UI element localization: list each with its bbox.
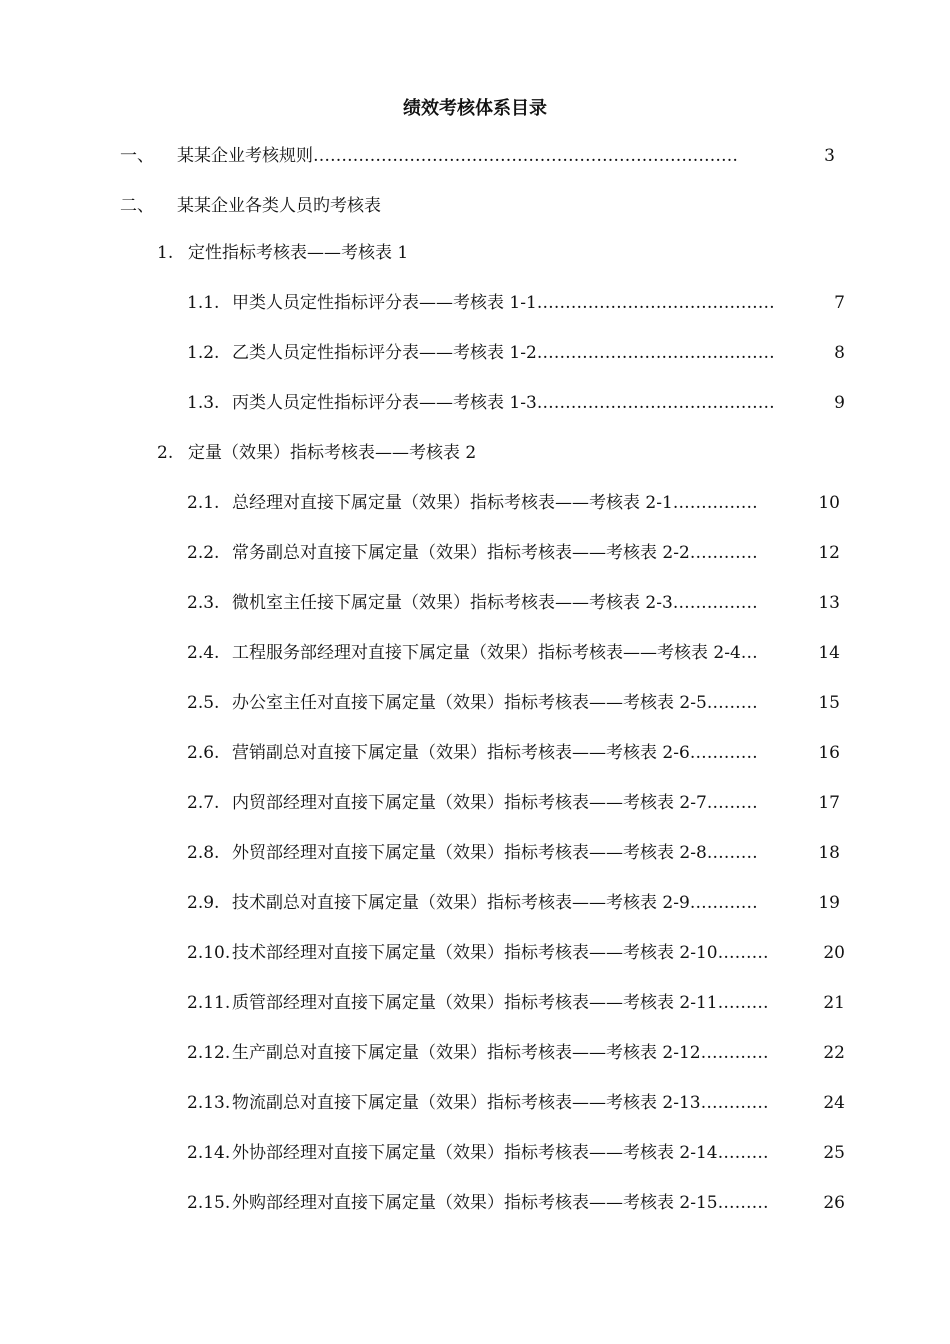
toc-entry-title (188, 440, 476, 466)
toc-entry-text: 微机室主任接下属定量（效果）指标考核表——考核表 2-3 (232, 593, 673, 613)
toc-entry-text: 外购部经理对直接下属定量（效果）指标考核表——考核表 2-15 (232, 1193, 718, 1213)
toc-entry-text: 外协部经理对直接下属定量（效果）指标考核表——考核表 2-14 (232, 1143, 718, 1163)
toc-entry[interactable] (187, 640, 840, 666)
toc-entry[interactable] (157, 240, 850, 266)
toc-entry-text: 技术部经理对直接下属定量（效果）指标考核表——考核表 2-10 (232, 943, 718, 963)
toc-page-number: 18 (818, 843, 840, 863)
toc-entry[interactable] (187, 790, 840, 816)
toc-page-number: 9 (834, 393, 845, 413)
toc-entry-text: 生产副总对直接下属定量（效果）指标考核表——考核表 2-12 (232, 1043, 701, 1063)
toc-title: 绩效考核体系目录 (403, 98, 547, 119)
toc-entry[interactable] (187, 840, 840, 866)
toc-dot-leader: ……… (717, 1143, 769, 1163)
toc-entry-number: 1.3. (187, 393, 220, 413)
toc-entry-text: 某某企业各类人员旳考核表 (177, 196, 381, 216)
toc-page-number: 3 (824, 146, 835, 166)
toc-entry-text: 物流副总对直接下属定量（效果）指标考核表——考核表 2-13 (232, 1093, 701, 1113)
toc-entry-title (232, 1190, 769, 1216)
toc-entry-title (177, 143, 738, 169)
toc-entry-number: 2.1. (187, 493, 220, 513)
toc-entry-title (232, 890, 758, 916)
toc-entry-title (232, 940, 769, 966)
toc-page-number: 8 (834, 343, 845, 363)
toc-dot-leader: ……… (717, 943, 769, 963)
toc-entry-number: 2.4. (187, 643, 220, 663)
toc-entry[interactable] (187, 690, 840, 716)
toc-entry[interactable] (187, 1140, 845, 1166)
toc-entry-title (232, 390, 775, 416)
toc-entry-text: 外贸部经理对直接下属定量（效果）指标考核表——考核表 2-8 (232, 843, 707, 863)
toc-entry[interactable] (187, 290, 845, 316)
toc-entry[interactable] (187, 390, 845, 416)
toc-dot-leader: ………… (700, 1043, 769, 1063)
toc-dot-leader: ……… (706, 693, 758, 713)
toc-entry-text: 总经理对直接下属定量（效果）指标考核表——考核表 2-1 (232, 493, 673, 513)
toc-entry[interactable] (187, 990, 845, 1016)
toc-page-number: 12 (818, 543, 840, 563)
toc-entry-text: 办公室主任对直接下属定量（效果）指标考核表——考核表 2-5 (232, 693, 707, 713)
toc-entry-title (232, 690, 758, 716)
toc-dot-leader: ……… (717, 993, 769, 1013)
toc-dot-leader: ……… (706, 843, 758, 863)
toc-entry-number: 1.1. (187, 293, 220, 313)
toc-entry[interactable] (187, 1040, 845, 1066)
toc-entry-number: 2.3. (187, 593, 220, 613)
toc-entry-text: 乙类人员定性指标评分表——考核表 1-2 (232, 343, 537, 363)
toc-dot-leader: ……… (717, 1193, 769, 1213)
toc-entry-title (232, 290, 775, 316)
toc-entry-number: 1. (157, 243, 174, 263)
toc-entry-number: 2.2. (187, 543, 220, 563)
toc-entry-title (232, 490, 758, 516)
toc-entry-text: 质管部经理对直接下属定量（效果）指标考核表——考核表 2-11 (232, 993, 718, 1013)
toc-entry-number: 2.15. (187, 1193, 231, 1213)
toc-entry[interactable] (120, 143, 835, 169)
toc-entry-number: 1.2. (187, 343, 220, 363)
toc-entry-title (232, 1040, 769, 1066)
toc-entry-number: 2.6. (187, 743, 220, 763)
toc-page-number: 10 (818, 493, 840, 513)
toc-page-number: 15 (818, 693, 840, 713)
toc-entry-title (232, 640, 758, 666)
toc-page-number: 17 (818, 793, 840, 813)
toc-entry-text: 定性指标考核表——考核表 1 (188, 243, 409, 263)
toc-entry-number: 一、 (120, 146, 154, 166)
toc-entry[interactable] (187, 890, 840, 916)
toc-entry-title (232, 840, 758, 866)
toc-dot-leader: …………………………………… (536, 343, 775, 363)
toc-page-number: 14 (818, 643, 840, 663)
toc-entry-title (177, 193, 381, 219)
toc-page-number: 19 (818, 893, 840, 913)
toc-entry-text: 技术副总对直接下属定量（效果）指标考核表——考核表 2-9 (232, 893, 690, 913)
toc-dot-leader: ……… (706, 793, 758, 813)
toc-entry-text: 丙类人员定性指标评分表——考核表 1-3 (232, 393, 537, 413)
toc-entry-number: 2.5. (187, 693, 220, 713)
toc-entry[interactable] (187, 940, 845, 966)
toc-page-number: 22 (823, 1043, 845, 1063)
toc-entry-text: 定量（效果）指标考核表——考核表 2 (188, 443, 477, 463)
toc-dot-leader: … (740, 643, 758, 663)
toc-page-number: 24 (823, 1093, 845, 1113)
toc-entry-title (232, 590, 758, 616)
toc-entry-text: 内贸部经理对直接下属定量（效果）指标考核表——考核表 2-7 (232, 793, 707, 813)
toc-page-number: 25 (823, 1143, 845, 1163)
toc-entry-title (232, 1090, 769, 1116)
toc-dot-leader: …………………………………… (536, 393, 775, 413)
toc-entry[interactable] (187, 340, 845, 366)
toc-dot-leader: ………… (689, 743, 758, 763)
toc-dot-leader: …………… (672, 593, 758, 613)
toc-entry-number: 2.12. (187, 1043, 231, 1063)
toc-entry-number: 2. (157, 443, 174, 463)
toc-entry-number: 2.11. (187, 993, 231, 1013)
toc-entry[interactable] (187, 540, 840, 566)
toc-dot-leader: ………… (700, 1093, 769, 1113)
toc-entry-number: 2.7. (187, 793, 220, 813)
toc-entry[interactable] (187, 590, 840, 616)
toc-entry-title (232, 340, 775, 366)
toc-entry[interactable] (157, 440, 850, 466)
toc-entry-text: 某某企业考核规则 (177, 146, 313, 166)
toc-entry-title (232, 990, 769, 1016)
toc-page-number: 7 (834, 293, 845, 313)
toc-dot-leader: ………… (689, 893, 758, 913)
toc-entry-number: 2.10. (187, 943, 231, 963)
toc-entry-title (232, 790, 758, 816)
toc-dot-leader: …………… (672, 493, 758, 513)
toc-entry-title (232, 540, 758, 566)
toc-entry[interactable] (187, 490, 840, 516)
toc-entry-title (232, 740, 758, 766)
toc-entry-text: 工程服务部经理对直接下属定量（效果）指标考核表——考核表 2-4 (232, 643, 741, 663)
toc-entry[interactable] (187, 1190, 845, 1216)
toc-dot-leader: ………… (689, 543, 758, 563)
toc-entry-number: 2.9. (187, 893, 220, 913)
toc-entry[interactable] (120, 193, 850, 219)
toc-page-number: 16 (818, 743, 840, 763)
toc-entry-number: 二、 (120, 196, 154, 216)
toc-entry-number: 2.14. (187, 1143, 231, 1163)
toc-entry[interactable] (187, 740, 840, 766)
toc-dot-leader: ………………………………………………………………… (313, 146, 738, 166)
toc-entry[interactable] (187, 1090, 845, 1116)
toc-entry-text: 营销副总对直接下属定量（效果）指标考核表——考核表 2-6 (232, 743, 690, 763)
toc-entry-text: 常务副总对直接下属定量（效果）指标考核表——考核表 2-2 (232, 543, 690, 563)
toc-entry-number: 2.8. (187, 843, 220, 863)
toc-entry-title (232, 1140, 769, 1166)
toc-page-number: 20 (823, 943, 845, 963)
toc-page-number: 21 (823, 993, 845, 1013)
toc-page-number: 26 (823, 1193, 845, 1213)
toc-dot-leader: …………………………………… (536, 293, 775, 313)
toc-entry-title (188, 240, 408, 266)
toc-page-number: 13 (818, 593, 840, 613)
toc-entry-text: 甲类人员定性指标评分表——考核表 1-1 (232, 293, 537, 313)
toc-entry-number: 2.13. (187, 1093, 231, 1113)
